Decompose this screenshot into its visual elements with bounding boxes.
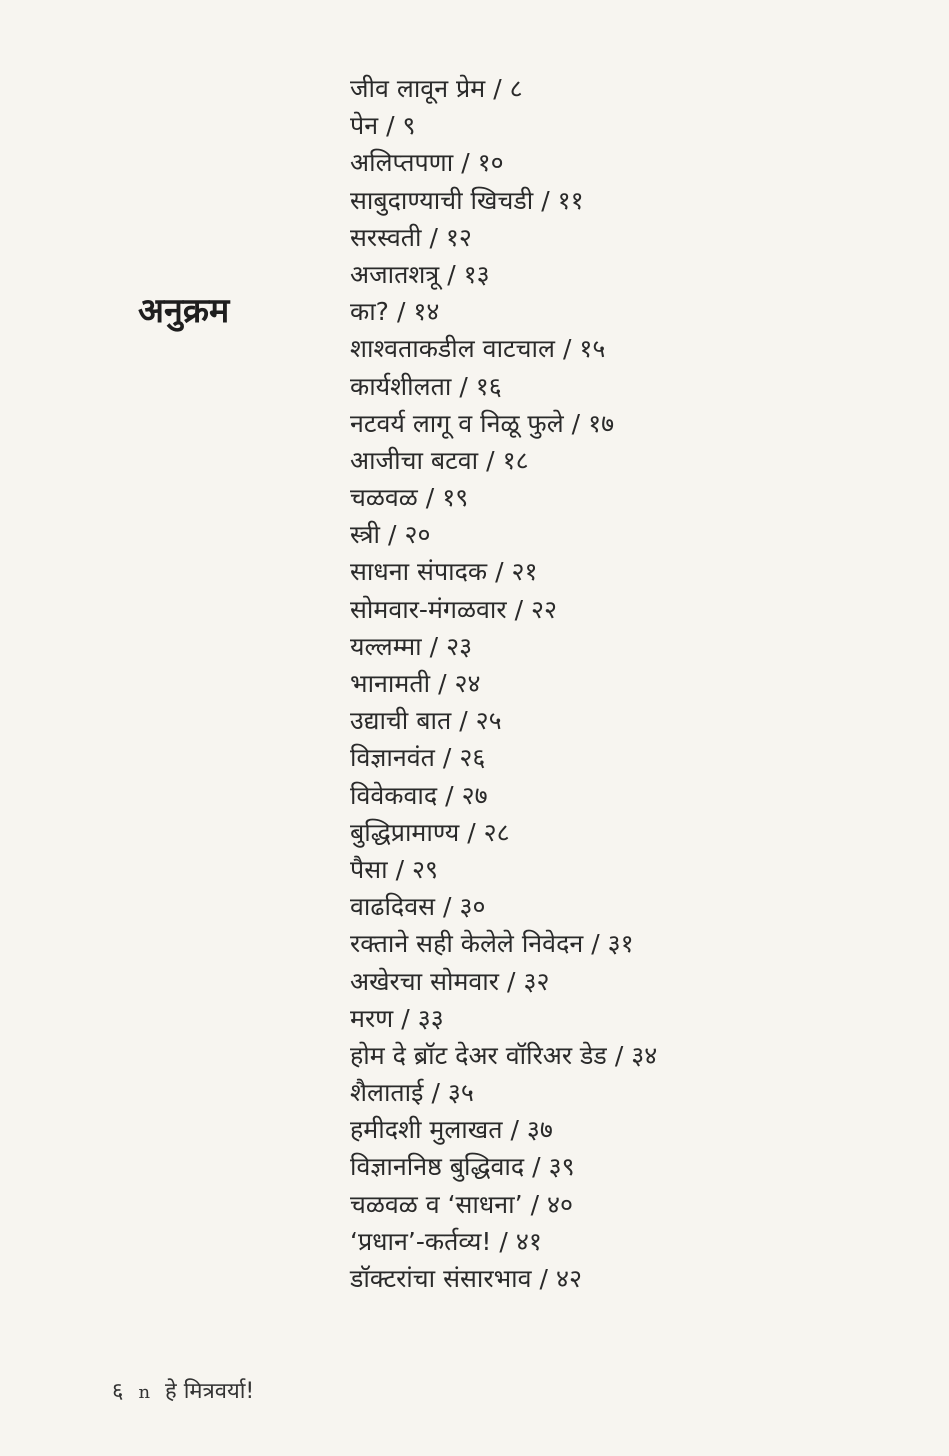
toc-separator: /	[562, 334, 572, 364]
toc-separator: /	[591, 929, 600, 959]
toc-entry-page: ४०	[547, 1189, 574, 1219]
table-of-contents	[350, 70, 657, 1297]
toc-entry-page: १३	[463, 259, 490, 289]
toc-entry-title: अखेरचा सोमवार	[350, 966, 499, 996]
toc-entry	[350, 777, 657, 814]
toc-entry-page: २९	[412, 854, 439, 884]
toc-entry-title: डॉक्टरांचा संसारभाव	[350, 1264, 532, 1293]
toc-entry	[350, 1074, 657, 1111]
toc-entry	[350, 219, 657, 256]
toc-entry	[350, 1111, 657, 1148]
toc-separator: /	[541, 185, 550, 215]
toc-entry	[350, 516, 657, 553]
toc-entry-page: १८	[502, 445, 529, 475]
toc-entry-page: १५	[579, 334, 606, 364]
toc-entry-page: ३२	[523, 966, 550, 996]
toc-entry-page: ४१	[515, 1226, 542, 1256]
toc-separator: /	[442, 743, 452, 773]
toc-entry-page: १६	[475, 371, 502, 401]
toc-separator: /	[495, 557, 504, 587]
toc-entry-page: २७	[461, 780, 488, 810]
toc-entry	[350, 405, 657, 442]
toc-entry-page: २०	[404, 520, 431, 550]
toc-entry	[350, 851, 657, 888]
page-footer	[112, 1375, 254, 1405]
toc-entry	[350, 702, 657, 739]
toc-entry-title: साधना संपादक	[350, 557, 488, 587]
toc-entry-title: हमीदशी मुलाखत	[350, 1115, 503, 1145]
toc-entry	[350, 1186, 657, 1223]
toc-entry-title: स्त्री	[350, 520, 381, 550]
toc-entry-page: ३१	[607, 929, 634, 959]
toc-separator: /	[386, 111, 395, 141]
toc-entry	[350, 182, 657, 219]
toc-entry-page: ८	[509, 74, 523, 103]
toc-entry-title: शैलाताई	[350, 1078, 424, 1108]
toc-separator: /	[614, 1040, 624, 1070]
toc-separator: /	[493, 74, 502, 103]
toc-entry	[350, 70, 657, 107]
toc-entry-title: विज्ञानवंत	[350, 743, 435, 773]
toc-separator: /	[438, 669, 447, 698]
toc-entry-title: सोमवार-मंगळवार	[350, 594, 507, 624]
footer-page-number: ६	[112, 1379, 124, 1404]
toc-separator: /	[461, 148, 470, 178]
toc-entry-page: २४	[454, 669, 481, 698]
toc-entry-title: भानामती	[350, 669, 431, 698]
toc-separator: /	[388, 520, 397, 550]
toc-entry-page: ३४	[631, 1040, 658, 1070]
toc-separator: /	[539, 1264, 548, 1293]
toc-separator: /	[431, 1078, 440, 1108]
toc-entry	[350, 665, 657, 702]
toc-entry-title: जीव लावून प्रेम	[350, 74, 486, 103]
toc-entry-page: ३३	[417, 1003, 444, 1033]
toc-entry-page: ११	[557, 185, 584, 215]
toc-entry-title: का?	[350, 297, 389, 327]
toc-entry-page: ३७	[526, 1115, 553, 1145]
toc-entry	[350, 442, 657, 479]
toc-entry	[350, 256, 657, 293]
toc-entry-page: २२	[531, 594, 558, 624]
toc-entry-title: चळवळ	[350, 483, 418, 513]
toc-separator: /	[425, 483, 435, 513]
toc-entry	[350, 330, 657, 367]
toc-separator: /	[459, 706, 468, 736]
toc-separator: /	[395, 854, 405, 884]
toc-entry	[350, 368, 657, 405]
toc-heading: अनुक्रम	[138, 291, 230, 331]
toc-entry-page: २१	[511, 557, 538, 587]
toc-entry-page: २६	[459, 743, 486, 773]
toc-separator: /	[532, 1152, 541, 1182]
toc-separator: /	[499, 1226, 508, 1256]
toc-entry-title: अजातशत्रू	[350, 259, 440, 289]
toc-entry-page: १९	[442, 483, 469, 513]
toc-entry-title: यल्लम्मा	[350, 631, 422, 661]
toc-entry-page: २८	[483, 817, 510, 847]
toc-entry-page: ४२	[555, 1264, 582, 1293]
toc-entry-title: मरण	[350, 1003, 394, 1033]
toc-entry-page: ३५	[447, 1078, 474, 1108]
toc-entry-title: सरस्वती	[350, 222, 422, 252]
toc-entry-page: १७	[588, 408, 615, 438]
toc-entry-page: २५	[475, 706, 502, 736]
toc-entry	[350, 963, 657, 1000]
toc-entry-title: वाढदिवस	[350, 892, 436, 922]
toc-entry-page: १०	[477, 148, 504, 178]
toc-entry	[350, 1260, 657, 1297]
toc-entry	[350, 1223, 657, 1260]
toc-entry-title: बुद्धिप्रामाण्य	[350, 817, 460, 847]
toc-entry	[350, 553, 657, 590]
toc-separator: /	[514, 594, 524, 624]
toc-separator: /	[429, 222, 438, 252]
toc-separator: /	[396, 297, 406, 327]
toc-entry-page: ३०	[459, 892, 486, 922]
toc-entry	[350, 814, 657, 851]
toc-entry-title: पेन	[350, 111, 379, 141]
toc-entry	[350, 1148, 657, 1185]
toc-entry-title: पैसा	[350, 854, 388, 884]
toc-entry-title: नटवर्य लागू व निळू फुले	[350, 408, 564, 438]
toc-entry-title: चळवळ व ‘साधना’	[350, 1189, 523, 1219]
toc-entry	[350, 479, 657, 516]
toc-entry-page: २३	[446, 631, 473, 661]
toc-entry	[350, 888, 657, 925]
toc-entry-title: साबुदाण्याची खिचडी	[350, 185, 534, 215]
toc-entry-title: ‘प्रधान’-कर्तव्य!	[350, 1226, 492, 1256]
toc-entry-title: होम दे ब्रॉट देअर वॉरिअर डेड	[350, 1040, 607, 1070]
footer-mark: n	[138, 1382, 151, 1403]
toc-entry	[350, 293, 657, 330]
toc-separator: /	[467, 817, 476, 847]
footer-book-title: हे मित्रवर्या!	[165, 1379, 255, 1404]
toc-entry-title: अलिप्तपणा	[350, 148, 454, 178]
toc-entry-page: १२	[445, 222, 472, 252]
toc-entry-title: उद्याची बात	[350, 706, 452, 736]
toc-separator: /	[401, 1003, 410, 1033]
toc-separator: /	[445, 780, 454, 810]
toc-entry-title: विवेकवाद	[350, 780, 438, 810]
toc-entry-page: १४	[413, 297, 440, 327]
toc-entry-title: शाश्वताकडील वाटचाल	[350, 334, 555, 364]
toc-separator: /	[530, 1189, 540, 1219]
toc-entry	[350, 144, 657, 181]
toc-entry	[350, 739, 657, 776]
toc-entry-title: रक्ताने सही केलेले निवेदन	[350, 929, 584, 959]
toc-entry-title: आजीचा बटवा	[350, 445, 479, 475]
toc-entry	[350, 628, 657, 665]
toc-entry	[350, 1000, 657, 1037]
toc-entry-page: ३९	[548, 1152, 575, 1182]
toc-separator: /	[486, 445, 495, 475]
toc-separator: /	[447, 259, 456, 289]
toc-separator: /	[510, 1115, 519, 1145]
toc-entry	[350, 107, 657, 144]
toc-entry-title: विज्ञाननिष्ठ बुद्धिवाद	[350, 1152, 525, 1182]
toc-entry	[350, 591, 657, 628]
toc-separator: /	[459, 371, 468, 401]
toc-entry-page: ९	[402, 111, 416, 141]
toc-separator: /	[507, 966, 516, 996]
toc-separator: /	[571, 408, 581, 438]
toc-separator: /	[443, 892, 452, 922]
toc-entry	[350, 1037, 657, 1074]
toc-separator: /	[429, 631, 439, 661]
toc-entry	[350, 925, 657, 962]
toc-entry-title: कार्यशीलता	[350, 371, 452, 401]
